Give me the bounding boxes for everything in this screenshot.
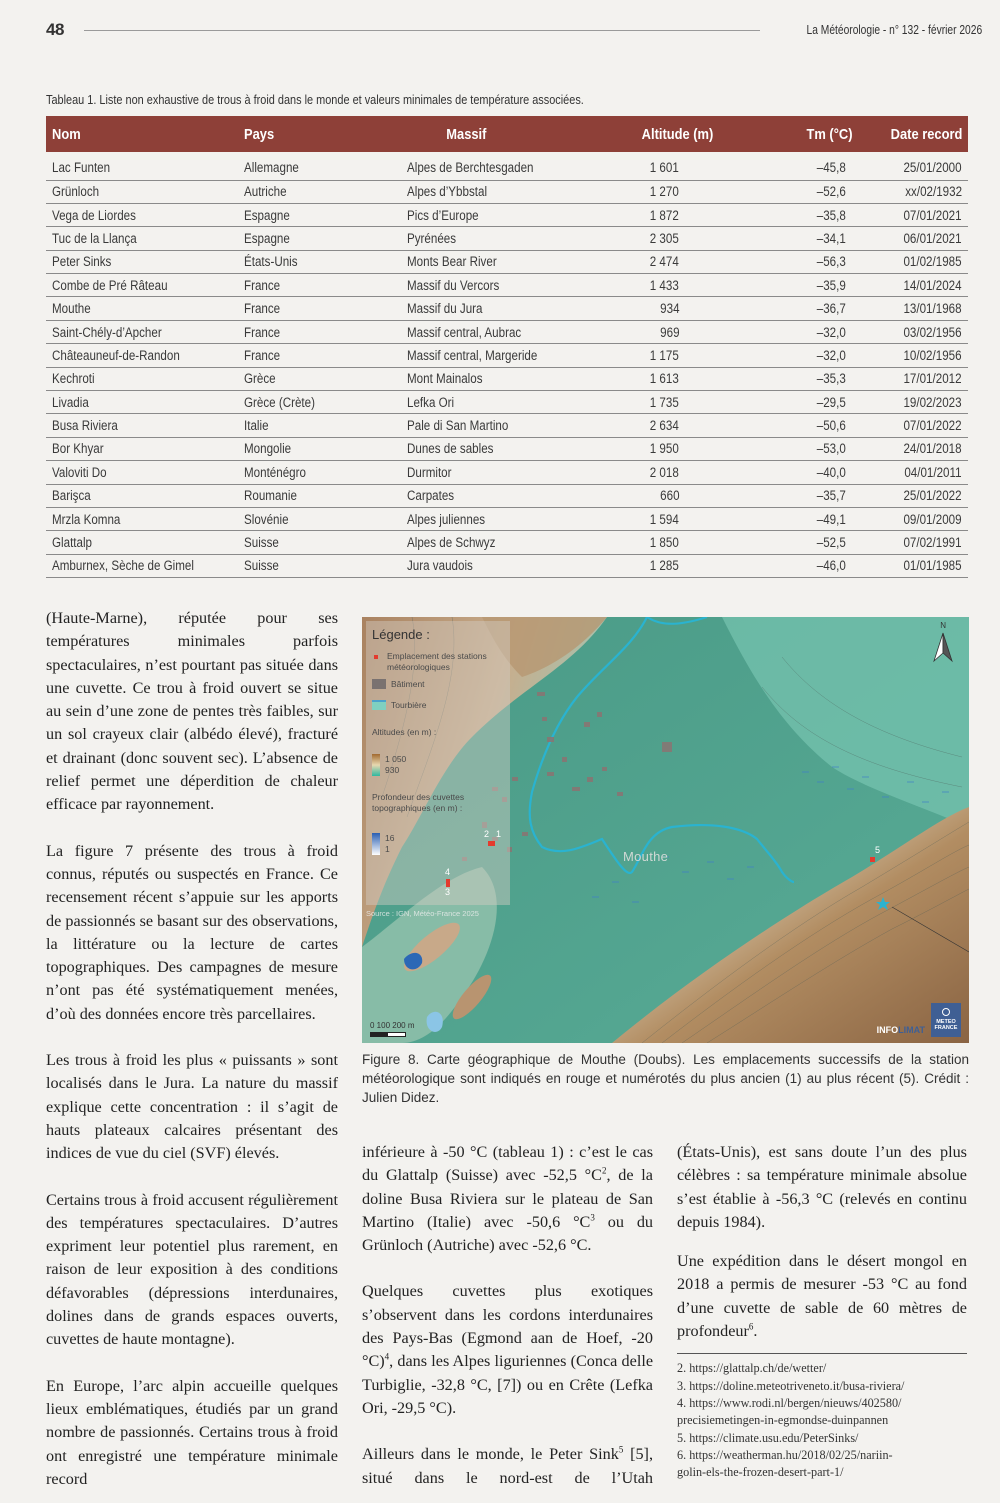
cell-altitude: 1 613 <box>565 367 719 390</box>
table-row <box>46 274 968 297</box>
paragraph: La figure 7 présente des trous à froid connus, réputés ou suspectés en France. Ce recensement récent s’appuie sur les apports de passionnés se basant sur des observations, la littérature ou la lecture de cartes topographiques. Des campagnes de mesure n’ont pas été systématiquement menées, d’où des données encore très parcellaires. <box>46 841 338 1023</box>
cell-nom: Saint-Chély-d’Apcher <box>46 320 238 343</box>
cell-nom: Mouthe <box>46 297 238 320</box>
cell-tm: –32,0 <box>719 344 858 367</box>
station-number: 2 <box>484 829 490 839</box>
table-row <box>46 203 968 226</box>
footnote-link[interactable]: 5. https://climate.usu.edu/PeterSinks/ <box>677 1430 859 1445</box>
cell-tm: –29,5 <box>719 391 858 414</box>
cell-massif: Alpes de Schwyz <box>367 531 565 554</box>
table-row <box>46 461 968 484</box>
cell-date: 14/01/2024 <box>858 274 968 297</box>
cell-nom: Valoviti Do <box>46 461 238 484</box>
running-header <box>46 18 982 42</box>
cell-pays: Allemagne <box>238 152 368 180</box>
cell-date: 19/02/2023 <box>858 391 968 414</box>
table-row <box>46 250 968 273</box>
north-label: N <box>940 621 946 630</box>
legend-altitudes-title: Altitudes (en m) : <box>372 727 437 737</box>
paragraph: Quelques cuvettes plus exotiques s’observent dans les cordons interdunaires des Pays-Bas (Egmond aan de Hoef, -20 °C)$^4$, dans les Alpes liguriennes (Conca delle Turbiglie, -32,8 °C, [7]) ou en Crête (Lefka Ori, -29,5 °C). <box>362 1282 653 1417</box>
cell-massif: Alpes d’Ybbstal <box>367 180 565 203</box>
cell-altitude: 1 433 <box>565 274 719 297</box>
cell-pays: Grèce <box>238 367 368 390</box>
cell-tm: –35,3 <box>719 367 858 390</box>
cell-nom: Combe de Pré Râteau <box>46 274 238 297</box>
cell-pays: États-Unis <box>238 250 368 273</box>
cell-pays: Roumanie <box>238 484 368 507</box>
paragraph: (Haute-Marne), réputée pour ses températures minimales parfois spectaculaires, n’est pourtant pas située dans une cuvette. Ce trou à froid ouvert se situe au sein d’une zone de pentes très faibles, sur un sol crayeux clair (albédo élevé), fracturé et drainant (donc souvent sec). L’absence de relief permet une déperdition de chaleur efficace par rayonnement. <box>46 609 338 814</box>
cell-tm: –53,0 <box>719 437 858 460</box>
cell-pays: Autriche <box>238 180 368 203</box>
cell-altitude: 1 594 <box>565 507 719 530</box>
cell-massif: Monts Bear River <box>367 250 565 273</box>
cell-altitude: 1 285 <box>565 554 719 577</box>
cell-altitude: 1 175 <box>565 344 719 367</box>
cell-pays: Mongolie <box>238 437 368 460</box>
cell-tm: –35,7 <box>719 484 858 507</box>
footnote-link[interactable]: golin-els-the-frozen-desert-part-1/ <box>677 1465 844 1480</box>
cell-pays: Grèce (Crète) <box>238 391 368 414</box>
meteo-france-logo: METEO FRANCE <box>931 1003 961 1037</box>
cell-massif: Mont Mainalos <box>367 367 565 390</box>
paragraph: (États-Unis), est sans doute l’un des plus célèbres : sa température minimale absolue s’est établie à -56,3 °C (relevés en continu depuis 1984). <box>677 1143 967 1231</box>
cell-nom: Bor Khyar <box>46 437 238 460</box>
depth-gradient-icon <box>372 833 380 855</box>
station-marker-1-2 <box>488 841 495 846</box>
cell-tm: –36,7 <box>719 297 858 320</box>
station-marker-icon <box>374 655 378 659</box>
col-header-pays: Pays <box>243 125 274 143</box>
cell-altitude: 2 474 <box>565 250 719 273</box>
cell-date: 01/02/1985 <box>858 250 968 273</box>
paragraph: Une expédition dans le désert mongol en 2018 a permis de mesurer -53 °C au fond d’une cuvette de sable de 60 mètres de profondeur$^6$. <box>677 1252 967 1341</box>
legend-depth-scale: 16 1 <box>372 833 394 855</box>
table-row <box>46 297 968 320</box>
col-header-date: Date record <box>890 125 962 143</box>
cell-tm: –35,9 <box>719 274 858 297</box>
cell-massif: Jura vaudois <box>367 554 565 577</box>
cell-tm: –45,8 <box>719 152 858 180</box>
cell-massif: Durmitor <box>367 461 565 484</box>
north-arrow-icon <box>931 623 955 667</box>
table-row <box>46 227 968 250</box>
station-marker-5 <box>870 857 875 862</box>
table-row <box>46 180 968 203</box>
cell-date: 25/01/2000 <box>858 152 968 180</box>
cell-date: 03/02/1956 <box>858 320 968 343</box>
footnote-link[interactable]: 2. https://glattalp.ch/de/wetter/ <box>677 1361 827 1376</box>
legend-item-peat: Tourbière <box>372 700 426 710</box>
table-row <box>46 484 968 507</box>
paragraph: inférieure à -50 °C (tableau 1) : c’est le cas du Glattalp (Suisse) avec -52,5 $^\circ C^2$, de la doline Busa Riviera sur le plateau de San Martino (Italie) avec -50,6 $^\circ C^3$ ou du Grünloch (Autriche) avec -52,6 °C. <box>362 1143 653 1255</box>
cell-nom: Barişca <box>46 484 238 507</box>
cell-pays: Suisse <box>238 531 368 554</box>
paragraph: Les trous à froid les plus « puissants » sont localisés dans le Jura. La nature du massif explique cette concentration : il s’agit de hauts plateaux calcaires présentant des indices de vue du ciel (SVF) élevés. <box>46 1051 338 1163</box>
building-swatch-icon <box>372 679 386 689</box>
cell-nom: Tuc de la Llança <box>46 227 238 250</box>
cell-nom: Châteauneuf-de-Randon <box>46 344 238 367</box>
cell-altitude: 1 950 <box>565 437 719 460</box>
cell-date: 24/01/2018 <box>858 437 968 460</box>
station-number: 5 <box>875 845 881 855</box>
cell-altitude: 1 601 <box>565 152 719 180</box>
footnotes <box>677 1360 967 1481</box>
legend-item-building: Bâtiment <box>372 679 425 689</box>
cell-tm: –49,1 <box>719 507 858 530</box>
cell-nom: Livadia <box>46 391 238 414</box>
cell-massif: Pale di San Martino <box>367 414 565 437</box>
cell-pays: Slovénie <box>238 507 368 530</box>
cell-pays: France <box>238 274 368 297</box>
figure-8-map <box>362 617 969 1043</box>
table-row <box>46 437 968 460</box>
cell-altitude: 1 270 <box>565 180 719 203</box>
cell-nom: Grünloch <box>46 180 238 203</box>
cell-pays: Espagne <box>238 227 368 250</box>
table-caption: Tableau 1. Liste non exhaustive de trous à froid dans le monde et valeurs minimales de température associées. <box>46 92 584 107</box>
cell-massif: Massif du Vercors <box>367 274 565 297</box>
table-row <box>46 414 968 437</box>
cell-tm: –52,5 <box>719 531 858 554</box>
cold-holes-table <box>46 116 968 578</box>
table-row <box>46 152 968 180</box>
station-number: 1 <box>496 829 502 839</box>
footnote-rule <box>677 1353 967 1354</box>
cell-altitude: 1 872 <box>565 203 719 226</box>
cell-date: xx/02/1932 <box>858 180 968 203</box>
cell-pays: Espagne <box>238 203 368 226</box>
footnote-link[interactable]: 3. https://doline.meteotriveneto.it/busa-riviera/ <box>677 1378 905 1393</box>
legend-depth-title: Profondeur des cuvettes topographiques (en m) : <box>372 792 465 813</box>
header-rule <box>84 30 760 31</box>
cell-altitude: 934 <box>565 297 719 320</box>
station-number: 3 <box>445 887 451 897</box>
cell-date: 07/01/2021 <box>858 203 968 226</box>
footnote-link[interactable]: 4. https://www.rodi.nl/bergen/nieuws/402580/ <box>677 1395 902 1410</box>
cell-massif: Lefka Ori <box>367 391 565 414</box>
journal-title: La Météorologie - n° 132 - février 2026 <box>806 23 982 37</box>
col-header-massif: Massif <box>446 125 487 143</box>
cell-massif: Massif central, Margeride <box>367 344 565 367</box>
legend-item-station: Emplacement des stations météorologiques <box>372 651 497 673</box>
footnote-link[interactable]: 6. https://weatherman.hu/2018/02/25/nariin- <box>677 1447 893 1462</box>
cell-massif: Alpes de Berchtesgaden <box>367 152 565 180</box>
meteo-france-emblem-icon <box>942 1008 950 1016</box>
cell-nom: Lac Funten <box>46 152 238 180</box>
cell-altitude: 2 634 <box>565 414 719 437</box>
cell-tm: –46,0 <box>719 554 858 577</box>
page-number: 48 <box>46 20 64 39</box>
altitude-gradient-icon <box>372 754 380 776</box>
cell-pays: Monténégro <box>238 461 368 484</box>
legend-altitude-scale: 1 050 930 <box>372 754 406 776</box>
cell-tm: –32,0 <box>719 320 858 343</box>
cell-date: 13/01/1968 <box>858 297 968 320</box>
cell-date: 04/01/2011 <box>858 461 968 484</box>
cell-massif: Pics d’Europe <box>367 203 565 226</box>
text-column-3 <box>677 1141 967 1481</box>
scale-ruler-icon <box>370 1032 406 1037</box>
cell-nom: Mrzla Komna <box>46 507 238 530</box>
cell-nom: Amburnex, Sèche de Gimel <box>46 554 238 577</box>
col-header-nom: Nom <box>52 125 81 143</box>
table-row <box>46 320 968 343</box>
cell-pays: Suisse <box>238 554 368 577</box>
cell-tm: –56,3 <box>719 250 858 273</box>
cell-pays: France <box>238 320 368 343</box>
cell-altitude: 1 735 <box>565 391 719 414</box>
cell-massif: Pyrénées <box>367 227 565 250</box>
cell-altitude: 969 <box>565 320 719 343</box>
table-row <box>46 391 968 414</box>
cell-altitude: 2 018 <box>565 461 719 484</box>
cell-altitude: 2 305 <box>565 227 719 250</box>
cell-tm: –34,1 <box>719 227 858 250</box>
cell-massif: Massif du Jura <box>367 297 565 320</box>
map-scale-bar: 0 100 200 m <box>370 1021 414 1037</box>
cell-altitude: 1 850 <box>565 531 719 554</box>
cell-tm: –52,6 <box>719 180 858 203</box>
figure-caption: Figure 8. Carte géographique de Mouthe (Doubs). Les emplacements successifs de la station météorologique sont indiqués en rouge et numérotés du plus ancien (1) au plus récent (5). Crédit : Julien Didez. <box>362 1052 969 1105</box>
cell-pays: France <box>238 344 368 367</box>
cell-pays: France <box>238 297 368 320</box>
paragraph: En Europe, l’arc alpin accueille quelques lieux emblématiques, étudiés par un grand nombre de passionnés. Certains trous à froid ont enregistré une température minimale record <box>46 1376 338 1488</box>
cell-nom: Vega de Liordes <box>46 203 238 226</box>
cell-date: 07/02/1991 <box>858 531 968 554</box>
station-marker-3-4 <box>446 879 450 887</box>
table-row <box>46 344 968 367</box>
cell-tm: –35,8 <box>719 203 858 226</box>
legend-title: Légende : <box>372 627 430 642</box>
cell-tm: –40,0 <box>719 461 858 484</box>
cell-massif: Dunes de sables <box>367 437 565 460</box>
town-label-mouthe: Mouthe <box>623 849 669 864</box>
map-legend <box>366 621 510 905</box>
cell-massif: Alpes juliennes <box>367 507 565 530</box>
cell-date: 06/01/2021 <box>858 227 968 250</box>
cell-nom: Peter Sinks <box>46 250 238 273</box>
cell-nom: Busa Riviera <box>46 414 238 437</box>
col-header-tm: Tm (°C) <box>806 125 853 143</box>
text-column-2 <box>362 1141 653 1503</box>
cell-tm: –50,6 <box>719 414 858 437</box>
cell-date: 10/02/1956 <box>858 344 968 367</box>
table-row <box>46 367 968 390</box>
cell-massif: Massif central, Aubrac <box>367 320 565 343</box>
paragraph: Ailleurs dans le monde, le Peter Sink$^5$ [5], situé dans le nord-est de l’Utah <box>362 1444 653 1487</box>
cell-pays: Italie <box>238 414 368 437</box>
cell-nom: Kechroti <box>46 367 238 390</box>
footnote-link[interactable]: precisiemetingen-in-egmondse-duinpannen <box>677 1413 889 1428</box>
text-column-1 <box>46 607 338 1503</box>
table-row <box>46 507 968 530</box>
station-number: 4 <box>445 867 451 877</box>
paragraph: Certains trous à froid accusent régulièrement des températures spectaculaires. D’autres expriment leur potentiel plus rarement, en raison de leur exposition à des conditions défavorables (dépressions interdunaires, dolines dans de grands espaces ouverts, cuvettes de haute montagne). <box>46 1190 338 1349</box>
table-header-row <box>46 116 968 152</box>
cell-nom: Glattalp <box>46 531 238 554</box>
cell-date: 25/01/2022 <box>858 484 968 507</box>
infoclimat-logo: INFOLIMAT <box>876 1025 925 1035</box>
peat-swatch-icon <box>372 700 386 710</box>
cell-date: 09/01/2009 <box>858 507 968 530</box>
col-header-altitude: Altitude (m) <box>641 125 714 143</box>
table-row <box>46 531 968 554</box>
cell-date: 17/01/2012 <box>858 367 968 390</box>
table-row <box>46 554 968 577</box>
map-source: Source : IGN, Météo-France 2025 <box>366 909 479 918</box>
cell-date: 01/01/1985 <box>858 554 968 577</box>
cell-altitude: 660 <box>565 484 719 507</box>
cell-massif: Carpates <box>367 484 565 507</box>
cell-date: 07/01/2022 <box>858 414 968 437</box>
